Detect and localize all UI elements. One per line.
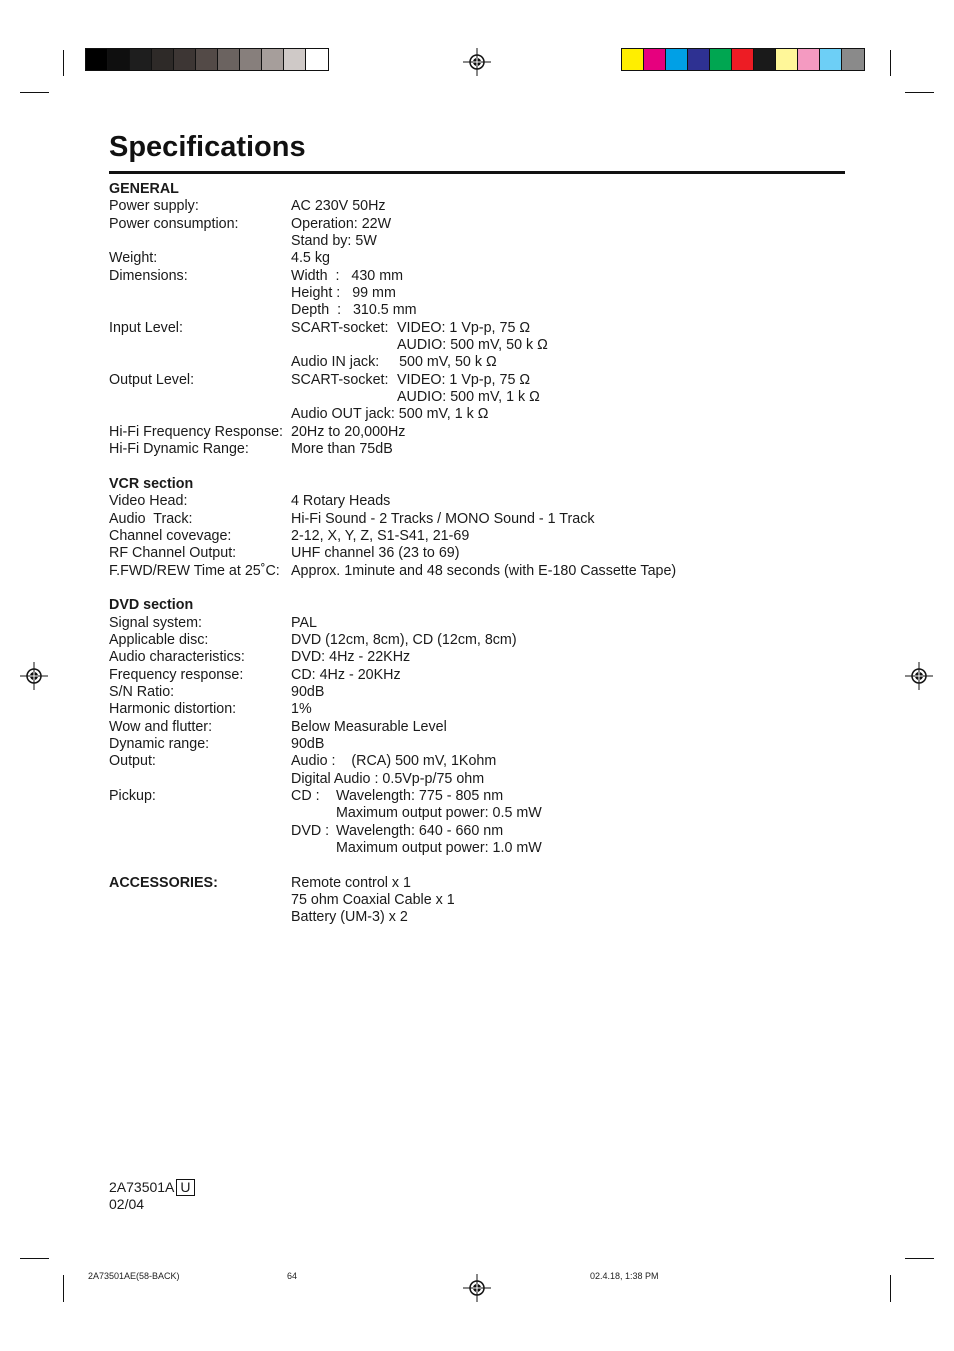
- grayscale-color-bar: [85, 48, 329, 71]
- spec-label: Video Head:: [109, 493, 188, 510]
- spec-value: Audio IN jack: 500 mV, 50 k Ω: [291, 354, 497, 371]
- color-swatch: [152, 49, 174, 70]
- spec-row: [109, 719, 676, 736]
- spec-value: 90dB: [291, 683, 325, 700]
- spec-label: Output Level:: [109, 371, 195, 388]
- spec-label: Pickup:: [109, 788, 156, 805]
- color-swatch: [820, 49, 842, 70]
- date-code: 02/04: [109, 1196, 145, 1212]
- spec-label: Applicable disc:: [109, 631, 209, 648]
- slug-page-number: 64: [287, 1271, 298, 1281]
- spec-row: [109, 528, 676, 545]
- color-swatch: [306, 49, 328, 70]
- spec-value: VIDEO: 1 Vp-p, 75 Ω: [397, 319, 531, 336]
- color-swatch: [622, 49, 644, 70]
- color-swatch: [240, 49, 262, 70]
- spec-value: Hi-Fi Sound - 2 Tracks / MONO Sound - 1 Track: [291, 510, 595, 527]
- spec-row: [109, 632, 676, 649]
- spec-value: PAL: [291, 614, 317, 631]
- spec-row: [109, 233, 676, 250]
- slug-file-name: 2A73501AE(58-BACK): [88, 1271, 180, 1281]
- registration-target-icon: [20, 662, 48, 690]
- spec-value: Maximum output power: 1.0 mW: [336, 840, 542, 857]
- crop-mark-br-h: [905, 1258, 934, 1259]
- spec-value: Audio : (RCA) 500 mV, 1Kohm: [291, 753, 497, 770]
- document-code: [109, 1179, 195, 1212]
- spec-row: [109, 563, 676, 580]
- color-swatch: [732, 49, 754, 70]
- spec-row: [109, 701, 676, 718]
- spec-sub-label: DVD :: [291, 822, 330, 839]
- spec-row: [109, 285, 676, 302]
- spec-value: Stand by: 5W: [291, 233, 377, 250]
- accessory-item: 75 ohm Coaxial Cable x 1: [291, 892, 455, 909]
- crop-mark-tl-v: [63, 50, 64, 76]
- spec-row: [109, 493, 676, 510]
- color-swatch: [776, 49, 798, 70]
- spec-value: DVD: 4Hz - 22KHz: [291, 649, 411, 666]
- spec-row: [109, 909, 676, 926]
- spec-row: [109, 788, 676, 805]
- spec-value: DVD (12cm, 8cm), CD (12cm, 8cm): [291, 631, 517, 648]
- model-suffix-box: U: [176, 1179, 194, 1196]
- spec-value: VIDEO: 1 Vp-p, 75 Ω: [397, 371, 531, 388]
- color-swatch: [262, 49, 284, 70]
- spec-value: Maximum output power: 0.5 mW: [336, 805, 542, 822]
- spec-sub-label: SCART-socket:: [291, 371, 389, 388]
- spec-row: [109, 736, 676, 753]
- spec-sub-label: SCART-socket:: [291, 319, 389, 336]
- spec-value: Below Measurable Level: [291, 718, 447, 735]
- crop-mark-tr-h: [905, 92, 934, 93]
- spec-label: Wow and flutter:: [109, 718, 213, 735]
- section-heading-vcr: VCR section: [109, 475, 194, 492]
- spec-value: AUDIO: 500 mV, 1 k Ω: [397, 389, 540, 406]
- process-color-bar: [621, 48, 865, 71]
- crop-mark-tl-h: [20, 92, 49, 93]
- spec-row: [109, 875, 676, 892]
- spec-value: More than 75dB: [291, 441, 393, 458]
- registration-target-icon: [463, 48, 491, 76]
- spec-value: CD: 4Hz - 20KHz: [291, 666, 401, 683]
- color-swatch: [196, 49, 218, 70]
- spec-row: [109, 545, 676, 562]
- accessory-item: Battery (UM-3) x 2: [291, 909, 408, 926]
- spec-label: Hi-Fi Dynamic Range:: [109, 441, 249, 458]
- spec-row: [109, 268, 676, 285]
- crop-mark-tr-v: [890, 50, 891, 76]
- spec-row: [109, 320, 676, 337]
- color-swatch: [754, 49, 776, 70]
- spec-label: Power consumption:: [109, 215, 239, 232]
- section-heading-general: GENERAL: [109, 181, 179, 197]
- spec-row: [109, 840, 676, 857]
- spec-label: Harmonic distortion:: [109, 701, 237, 718]
- spec-label: Dynamic range:: [109, 736, 210, 752]
- section-heading-accessories: ACCESSORIES:: [109, 874, 218, 891]
- spec-value: AUDIO: 500 mV, 50 k Ω: [397, 337, 548, 354]
- spec-row: [109, 389, 676, 406]
- spec-row: [109, 684, 676, 701]
- spec-value: Audio OUT jack: 500 mV, 1 k Ω: [291, 406, 489, 423]
- color-swatch: [218, 49, 240, 70]
- crop-mark-br-v: [890, 1275, 891, 1302]
- spec-row: [109, 216, 676, 233]
- spec-row: [109, 354, 676, 371]
- section-heading-dvd: DVD section: [109, 597, 194, 614]
- spec-label: Hi-Fi Frequency Response:: [109, 423, 284, 440]
- spec-row: [109, 892, 676, 909]
- spec-value: Operation: 22W: [291, 215, 392, 232]
- color-swatch: [644, 49, 666, 70]
- spec-sub-label: CD :: [291, 788, 320, 805]
- spec-value: Wavelength: 640 - 660 nm: [336, 822, 504, 839]
- spec-row: [109, 753, 676, 770]
- specification-list: [109, 181, 676, 927]
- color-swatch: [798, 49, 820, 70]
- model-code: 2A73501A: [109, 1179, 175, 1195]
- color-swatch: [86, 49, 108, 70]
- spec-value: AC 230V 50Hz: [291, 198, 386, 215]
- spec-value: 1%: [291, 701, 312, 718]
- spec-label: F.FWD/REW Time at 25˚C:: [109, 562, 280, 579]
- spec-row: [109, 805, 676, 822]
- spec-value: Wavelength: 775 - 805 nm: [336, 788, 504, 805]
- spec-row: [109, 667, 676, 684]
- registration-target-icon: [905, 662, 933, 690]
- color-swatch: [284, 49, 306, 70]
- spec-row: [109, 424, 676, 441]
- spec-row: [109, 250, 676, 267]
- registration-target-icon: [463, 1274, 491, 1302]
- spec-value: 20Hz to 20,000Hz: [291, 423, 406, 440]
- spec-row: [109, 302, 676, 319]
- spec-row: [109, 337, 676, 354]
- spec-value: UHF channel 36 (23 to 69): [291, 545, 460, 562]
- color-swatch: [130, 49, 152, 70]
- color-swatch: [842, 49, 864, 70]
- page-title: Specifications: [109, 131, 306, 163]
- spec-row: [109, 615, 676, 632]
- spec-label: RF Channel Output:: [109, 545, 237, 562]
- spec-label: Output:: [109, 753, 156, 770]
- spec-label: Signal system:: [109, 614, 202, 631]
- title-rule: [109, 171, 845, 174]
- spec-label: Power supply:: [109, 198, 199, 215]
- spec-row: [109, 441, 676, 458]
- spec-value: Depth : 310.5 mm: [291, 302, 417, 319]
- spec-label: Dimensions:: [109, 267, 188, 284]
- spec-value: Digital Audio : 0.5Vp-p/75 ohm: [291, 770, 485, 787]
- color-swatch: [174, 49, 196, 70]
- spec-row: [109, 771, 676, 788]
- spec-row: [109, 823, 676, 840]
- spec-label: Frequency response:: [109, 666, 244, 683]
- spec-value: 90dB: [291, 736, 325, 752]
- spec-value: 4.5 kg: [291, 250, 330, 267]
- color-swatch: [688, 49, 710, 70]
- spec-row: [109, 511, 676, 528]
- color-swatch: [666, 49, 688, 70]
- spec-label: Audio Track:: [109, 510, 193, 527]
- spec-value: Height : 99 mm: [291, 285, 396, 302]
- spec-row: [109, 406, 676, 423]
- spec-value: Approx. 1minute and 48 seconds (with E-180 Cassette Tape): [291, 562, 677, 579]
- crop-mark-bl-v: [63, 1275, 64, 1302]
- spec-label: Audio characteristics:: [109, 649, 245, 666]
- spec-label: S/N Ratio:: [109, 683, 175, 700]
- spec-row: [109, 649, 676, 666]
- spec-value: Width : 430 mm: [291, 267, 404, 284]
- spec-label: Weight:: [109, 250, 158, 267]
- spec-label: Input Level:: [109, 319, 183, 336]
- spec-row: [109, 198, 676, 215]
- color-swatch: [108, 49, 130, 70]
- spec-value: 4 Rotary Heads: [291, 493, 391, 510]
- spec-row: [109, 372, 676, 389]
- color-swatch: [710, 49, 732, 70]
- spec-value: 2-12, X, Y, Z, S1-S41, 21-69: [291, 527, 470, 544]
- spec-label: Channel covevage:: [109, 527, 232, 544]
- accessory-item: Remote control x 1: [291, 874, 411, 891]
- crop-mark-bl-h: [20, 1258, 49, 1259]
- slug-timestamp: 02.4.18, 1:38 PM: [590, 1271, 659, 1281]
